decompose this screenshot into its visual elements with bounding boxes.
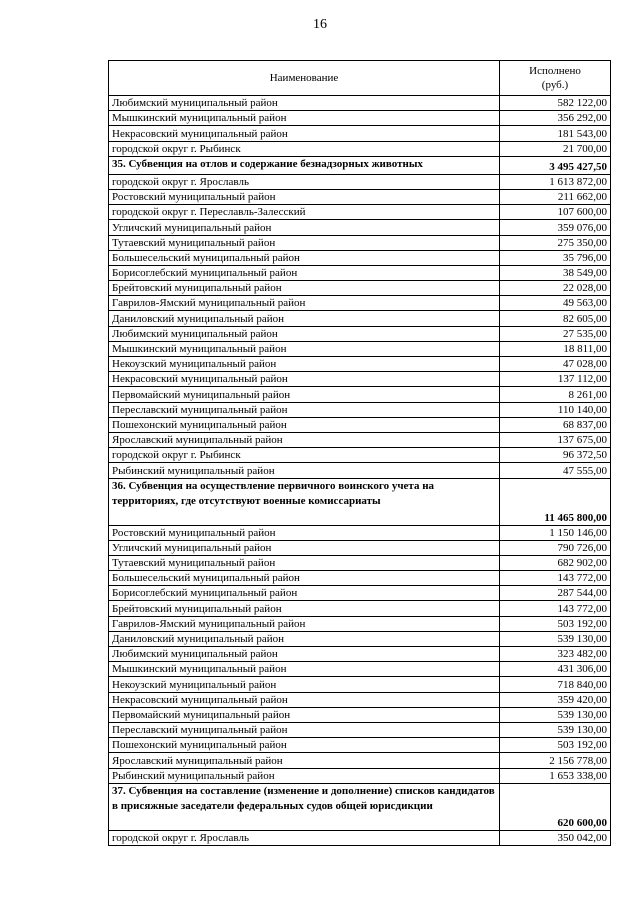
table-row [109,448,611,463]
table-row [109,296,611,311]
amount-value: 2 156 778,00 [500,753,611,768]
section-total-amount: 3 495 427,50 [500,156,611,174]
amount-value: 275 350,00 [500,235,611,250]
municipality-name: Переславский муниципальный район [109,722,500,737]
table-row [109,432,611,447]
amount-value: 137 675,00 [500,432,611,447]
table-row [109,326,611,341]
table-row [109,174,611,189]
municipality-name: Большесельский муниципальный район [109,250,500,265]
municipality-name: Ярославский муниципальный район [109,753,500,768]
amount-value: 8 261,00 [500,387,611,402]
municipality-name: Брейтовский муниципальный район [109,601,500,616]
table-row [109,586,611,601]
section-header-row [109,783,611,830]
section-total-amount: 620 600,00 [500,783,611,830]
amount-value: 21 700,00 [500,141,611,156]
table-row [109,692,611,707]
amount-value: 539 130,00 [500,707,611,722]
municipality-name: Рыбинский муниципальный район [109,463,500,478]
municipality-name: Угличский муниципальный район [109,540,500,555]
amount-value: 47 028,00 [500,357,611,372]
amount-value: 143 772,00 [500,601,611,616]
municipality-name: городской округ г. Ярославль [109,174,500,189]
municipality-name: Некрасовский муниципальный район [109,372,500,387]
municipality-name: Мышкинский муниципальный район [109,662,500,677]
table-row [109,647,611,662]
municipality-name: Тутаевский муниципальный район [109,235,500,250]
table-row [109,341,611,356]
amount-value: 539 130,00 [500,631,611,646]
amount-value: 582 122,00 [500,96,611,111]
table-row [109,387,611,402]
amount-value: 718 840,00 [500,677,611,692]
amount-value: 96 372,50 [500,448,611,463]
municipality-name: городской округ г. Рыбинск [109,448,500,463]
column-header-amount-line2: (руб.) [541,79,569,91]
table-row [109,525,611,540]
table-row [109,540,611,555]
municipality-name: Борисоглебский муниципальный район [109,265,500,280]
table-row [109,372,611,387]
municipality-name: Пошехонский муниципальный район [109,417,500,432]
municipality-name: Мышкинский муниципальный район [109,341,500,356]
table-row [109,311,611,326]
amount-value: 1 150 146,00 [500,525,611,540]
municipality-name: городской округ г. Рыбинск [109,141,500,156]
column-header-name: Наименование [109,61,500,96]
municipality-name: Угличский муниципальный район [109,220,500,235]
amount-value: 107 600,00 [500,205,611,220]
table-row [109,417,611,432]
municipality-name: Большесельский муниципальный район [109,571,500,586]
amount-value: 49 563,00 [500,296,611,311]
municipality-name: Переславский муниципальный район [109,402,500,417]
column-header-amount-line1: Исполнено [529,65,581,77]
amount-value: 181 543,00 [500,126,611,141]
section-header-row [109,156,611,174]
municipality-name: Борисоглебский муниципальный район [109,586,500,601]
amount-value: 22 028,00 [500,281,611,296]
column-header-amount [500,61,611,96]
amount-value: 82 605,00 [500,311,611,326]
table-row [109,250,611,265]
section-title: 35. Субвенция на отлов и содержание безнадзорных животных [109,156,500,174]
section-title: 36. Субвенция на осуществление первичного воинского учета на территориях, где отсутствуют военные комиссариаты [109,478,500,525]
municipality-name: Мышкинский муниципальный район [109,111,500,126]
amount-value: 68 837,00 [500,417,611,432]
amount-value: 359 076,00 [500,220,611,235]
table-row [109,616,611,631]
subvention-table [108,60,611,846]
amount-value: 323 482,00 [500,647,611,662]
municipality-name: Даниловский муниципальный район [109,311,500,326]
municipality-name: Некрасовский муниципальный район [109,692,500,707]
table-row [109,281,611,296]
table-header-row [109,61,611,96]
amount-value: 35 796,00 [500,250,611,265]
municipality-name: Пошехонский муниципальный район [109,738,500,753]
amount-value: 137 112,00 [500,372,611,387]
table-row [109,265,611,280]
table-row [109,707,611,722]
amount-value: 790 726,00 [500,540,611,555]
table-row [109,631,611,646]
municipality-name: Даниловский муниципальный район [109,631,500,646]
amount-value: 431 306,00 [500,662,611,677]
page-number: 16 [313,17,327,32]
amount-value: 539 130,00 [500,722,611,737]
municipality-name: городской округ г. Ярославль [109,830,500,845]
table-row [109,753,611,768]
table-row [109,722,611,737]
subvention-table-container [108,60,610,846]
table-row [109,402,611,417]
table-row [109,96,611,111]
municipality-name: Тутаевский муниципальный район [109,555,500,570]
municipality-name: Любимский муниципальный район [109,647,500,662]
municipality-name: Некрасовский муниципальный район [109,126,500,141]
amount-value: 211 662,00 [500,189,611,204]
amount-value: 682 902,00 [500,555,611,570]
section-title: 37. Субвенция на составление (изменение и дополнение) списков кандидатов в присяжные заседатели федеральных судов общей юрисдикции [109,783,500,830]
municipality-name: Первомайский муниципальный район [109,387,500,402]
amount-value: 359 420,00 [500,692,611,707]
table-row [109,111,611,126]
table-row [109,357,611,372]
municipality-name: Ростовский муниципальный район [109,525,500,540]
table-row [109,141,611,156]
municipality-name: Ярославский муниципальный район [109,432,500,447]
amount-value: 18 811,00 [500,341,611,356]
amount-value: 287 544,00 [500,586,611,601]
table-row [109,768,611,783]
amount-value: 1 613 872,00 [500,174,611,189]
table-row [109,205,611,220]
table-row [109,677,611,692]
amount-value: 38 549,00 [500,265,611,280]
amount-value: 503 192,00 [500,738,611,753]
municipality-name: Рыбинский муниципальный район [109,768,500,783]
table-row [109,189,611,204]
municipality-name: Гаврилов-Ямский муниципальный район [109,296,500,311]
amount-value: 143 772,00 [500,571,611,586]
municipality-name: Гаврилов-Ямский муниципальный район [109,616,500,631]
table-row [109,235,611,250]
municipality-name: Ростовский муниципальный район [109,189,500,204]
table-row [109,571,611,586]
amount-value: 350 042,00 [500,830,611,845]
section-header-row [109,478,611,525]
table-row [109,738,611,753]
municipality-name: Первомайский муниципальный район [109,707,500,722]
municipality-name: Некоузский муниципальный район [109,677,500,692]
table-row [109,555,611,570]
municipality-name: Любимский муниципальный район [109,96,500,111]
section-total-amount: 11 465 800,00 [500,478,611,525]
amount-value: 1 653 338,00 [500,768,611,783]
municipality-name: городской округ г. Переславль-Залесский [109,205,500,220]
table-row [109,126,611,141]
municipality-name: Некоузский муниципальный район [109,357,500,372]
municipality-name: Брейтовский муниципальный район [109,281,500,296]
amount-value: 110 140,00 [500,402,611,417]
table-row [109,662,611,677]
amount-value: 503 192,00 [500,616,611,631]
amount-value: 356 292,00 [500,111,611,126]
table-body [109,96,611,846]
amount-value: 27 535,00 [500,326,611,341]
table-row [109,463,611,478]
table-row [109,830,611,845]
table-row [109,601,611,616]
table-row [109,220,611,235]
amount-value: 47 555,00 [500,463,611,478]
municipality-name: Любимский муниципальный район [109,326,500,341]
